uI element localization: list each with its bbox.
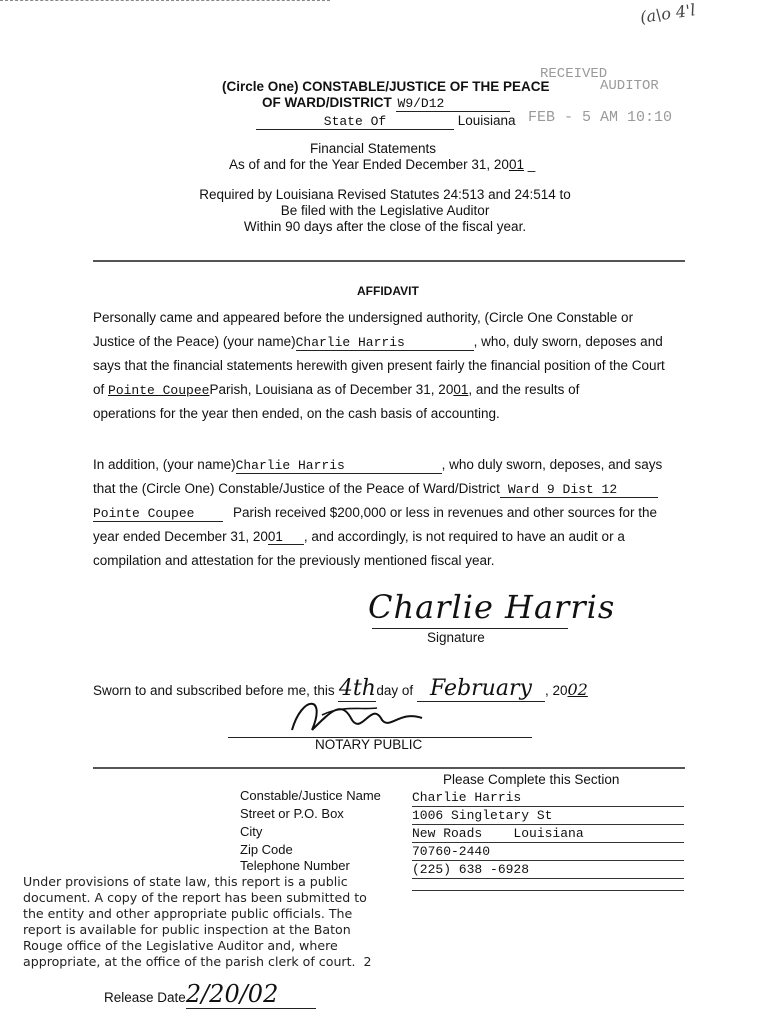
- affidavit-text: Parish, Louisiana as of December 31, 20: [209, 382, 454, 397]
- addition-line-5: compilation and attestation for the previously mentioned fiscal year.: [93, 553, 495, 568]
- notice-line-1: Under provisions of state law, this report is a public: [23, 874, 348, 889]
- section-title: Please Complete this Section: [443, 772, 620, 787]
- release-date-value: 2/20/02: [186, 980, 316, 1009]
- affidavit-text: that the (Circle One) Constable/Justice of the Peace of Ward/District: [93, 481, 500, 496]
- affidavit-text: , and accordingly, is not required to have an audit or a: [303, 529, 625, 544]
- parish-name: Pointe Coupee: [108, 383, 210, 398]
- addition-line-1: [93, 457, 662, 474]
- top-edge-dashes: [0, 0, 330, 1]
- requirement-line-2: Be filed with the Legislative Auditor: [280, 203, 490, 218]
- affidavit-text: year ended December 31, 20: [93, 529, 268, 544]
- affidavit-text: , and the results of: [468, 382, 580, 397]
- ward-district-value: W9/D12: [396, 96, 510, 112]
- parish-name-2: Pointe Coupee: [93, 506, 223, 522]
- affiant-name: Charlie Harris: [296, 335, 474, 351]
- signature-line: [372, 628, 568, 629]
- field-value-city: New Roads Louisiana: [412, 826, 684, 843]
- ward-district-label: OF WARD/DISTRICT: [262, 95, 392, 110]
- divider-bottom: [93, 767, 685, 769]
- public-notice: [23, 874, 372, 970]
- affidavit-line-1: Personally came and appeared before the undersigned authority, (Circle One Constable or: [93, 310, 634, 325]
- ward-text: Ward 9 Dist 12: [500, 482, 658, 498]
- release-date-line: [104, 980, 316, 1009]
- louisiana-label: Louisiana: [457, 113, 516, 128]
- sworn-day-of: day of: [376, 683, 414, 698]
- notice-line-3: the entity and other appropriate public officials. The: [23, 906, 353, 921]
- requirement-line-3: Within 90 days after the close of the fiscal year.: [243, 219, 527, 234]
- header-title: (Circle One) CONSTABLE/JUSTICE OF THE PEACE: [222, 79, 550, 94]
- affidavit-title: AFFIDAVIT: [357, 284, 419, 298]
- signature-script: Charlie Harris: [368, 588, 616, 626]
- field-label-name: Constable/Justice Name: [240, 788, 381, 803]
- stamp-date: FEB - 5 AM 10:10: [528, 109, 673, 126]
- notice-line-2: document. A copy of the report has been submitted to: [23, 890, 367, 905]
- affidavit-text: of: [93, 382, 109, 397]
- affidavit-line-2: [93, 334, 663, 351]
- auditor-stamp: AUDITOR: [600, 78, 659, 94]
- notary-signature: [282, 690, 432, 740]
- notary-label: NOTARY PUBLIC: [315, 737, 423, 752]
- sworn-year-prefix: , 20: [544, 683, 568, 698]
- field-value-zip: 70760-2440: [412, 844, 684, 861]
- addition-year: 01: [268, 529, 304, 545]
- affiant-name-2: Charlie Harris: [236, 458, 442, 474]
- fs-year: 01: [508, 157, 524, 172]
- field-label-street: Street or P.O. Box: [240, 806, 344, 821]
- affidavit-line-5: operations for the year then ended, on the cash basis of accounting.: [93, 406, 500, 421]
- fs-period: As of and for the Year Ended December 31, 2001 _: [229, 157, 536, 172]
- page-number: 2: [363, 954, 372, 969]
- field-label-phone: Telephone Number: [240, 858, 350, 873]
- addition-line-4: [93, 529, 625, 545]
- field-value-phone: (225) 638 -6928: [412, 862, 684, 879]
- divider-top: [93, 260, 685, 262]
- addition-line-2: [93, 481, 658, 498]
- fs-period-text: As of and for the Year Ended December 31, 20: [229, 157, 509, 172]
- notice-line-5: Rouge office of the Legislative Auditor and, where: [23, 938, 338, 953]
- ward-district-line: [262, 95, 510, 112]
- state-line: [256, 113, 516, 130]
- affidavit-text: , who duly sworn, deposes, and says: [441, 457, 663, 472]
- sworn-text: Sworn to and subscribed before me, this: [93, 683, 335, 698]
- field-value-street: 1006 Singletary St: [412, 808, 684, 825]
- affidavit-year: 01: [453, 382, 469, 397]
- field-extra-line: [412, 890, 684, 891]
- affidavit-line-4: [93, 382, 579, 398]
- corner-handwriting: (a\o 4'l: [638, 0, 697, 27]
- affidavit-line-3: says that the financial statements herewith given present fairly the financial position of the Court: [93, 358, 665, 373]
- sworn-day: 4th: [338, 676, 376, 701]
- sworn-year: 02: [567, 680, 588, 699]
- addition-line-3: [93, 505, 657, 522]
- state-of-value: State Of: [256, 114, 454, 130]
- affidavit-text: Justice of the Peace) (your name): [93, 334, 296, 349]
- fs-title: Financial Statements: [310, 141, 437, 156]
- notice-line-4: report is available for public inspection at the Baton: [23, 922, 351, 937]
- field-label-city: City: [240, 824, 263, 839]
- affidavit-text: In addition, (your name): [93, 457, 236, 472]
- release-date-label: Release Date: [104, 990, 186, 1005]
- field-value-name: Charlie Harris: [412, 790, 684, 807]
- signature-label: Signature: [427, 630, 485, 645]
- notice-line-6-text: appropriate, at the office of the parish clerk of court.: [23, 954, 356, 969]
- field-label-zip: Zip Code: [240, 842, 293, 857]
- affidavit-text: Parish received $200,000 or less in revenues and other sources for the: [233, 505, 657, 520]
- requirement-line-1: Required by Louisiana Revised Statutes 24:513 and 24:514 to: [199, 187, 571, 202]
- affidavit-text: , who, duly sworn, deposes and: [473, 334, 663, 349]
- received-stamp: RECEIVED: [540, 66, 608, 82]
- notice-line-6: [23, 954, 372, 970]
- sworn-month: February: [417, 676, 545, 702]
